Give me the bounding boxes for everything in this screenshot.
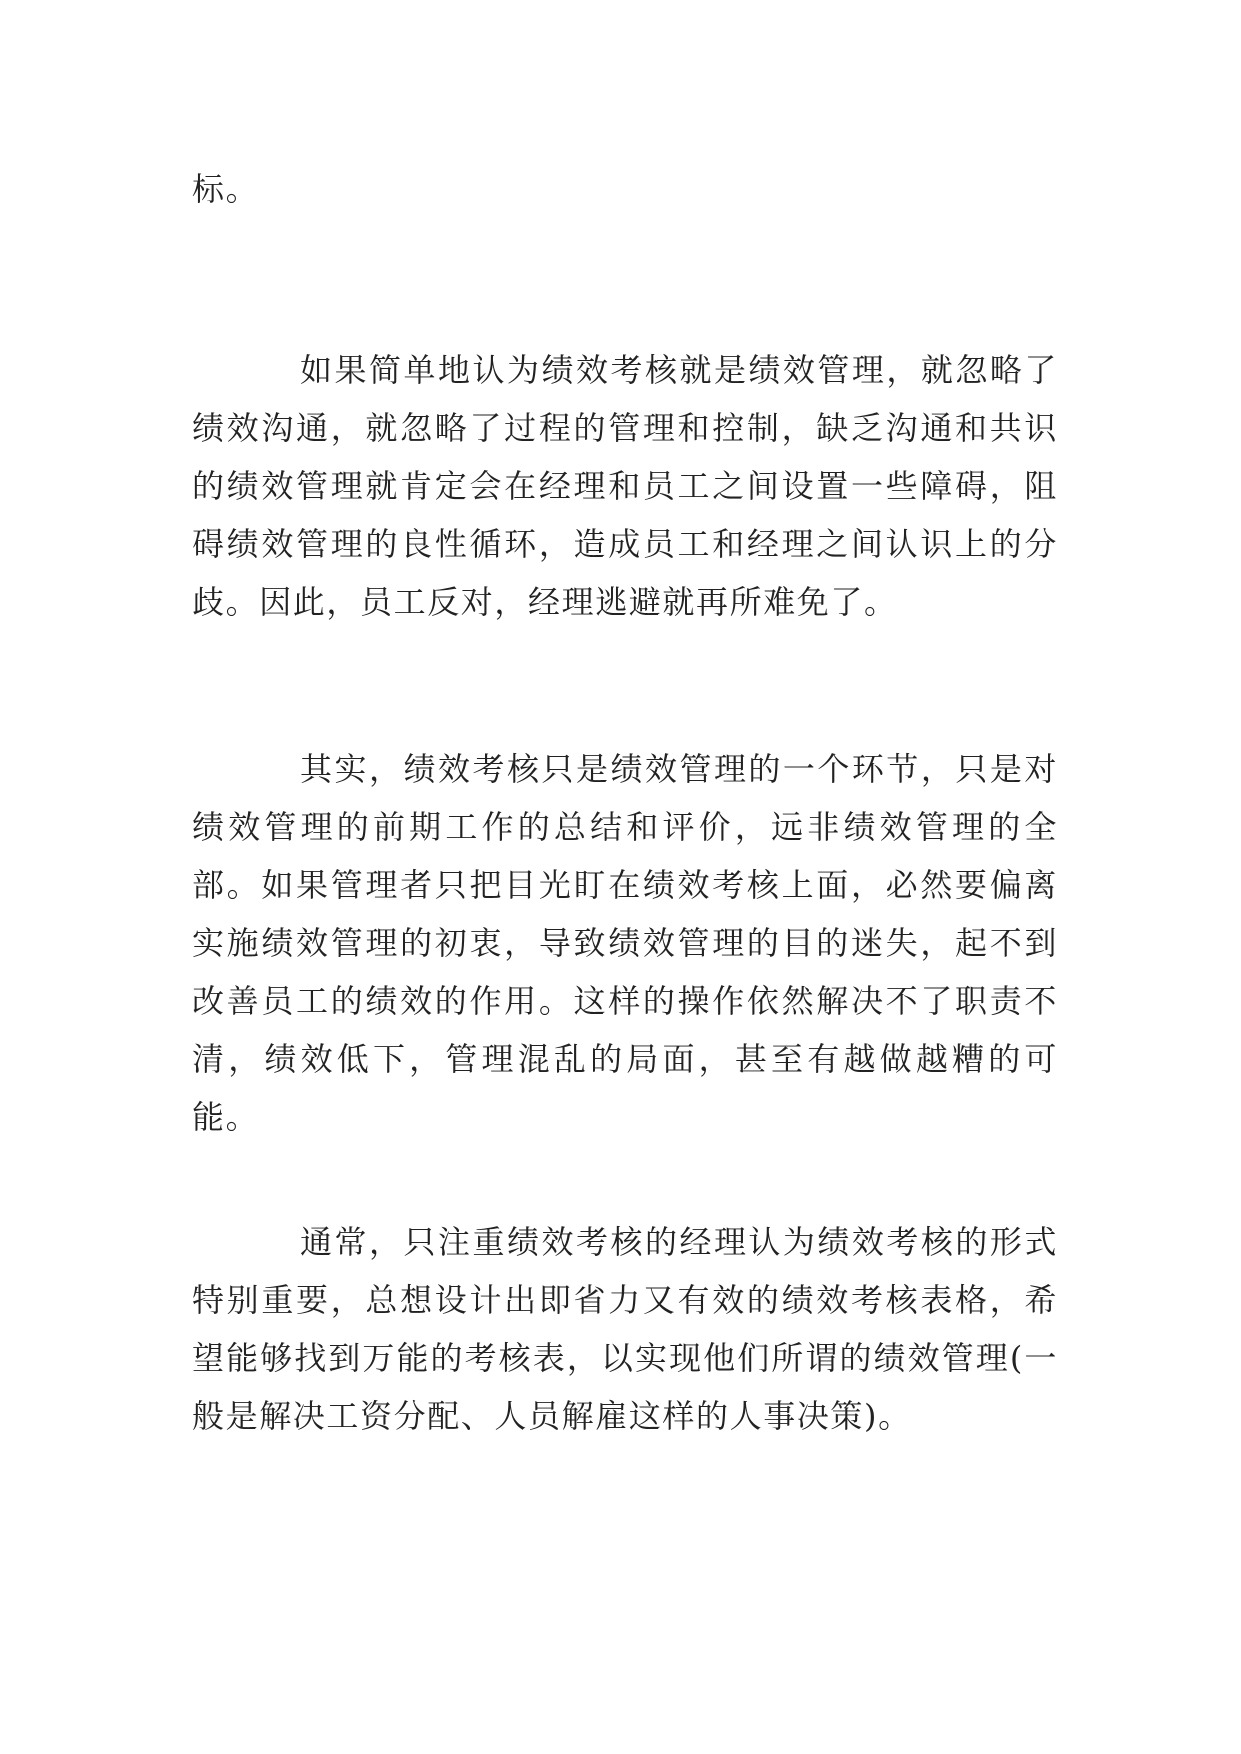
text-fragment: 标。: [192, 170, 260, 208]
paragraph-1: 如果简单地认为绩效考核就是绩效管理，就忽略了绩效沟通，就忽略了过程的管理和控制，缺乏沟通和共识的绩效管理就肯定会在经理和员工之间设置一些障碍，阻碍绩效管理的良性循环，造成员工和经理之间认识上的分歧。因此，员工反对，经理逃避就再所难免了。: [192, 351, 1058, 621]
paragraph-3: 通常，只注重绩效考核的经理认为绩效考核的形式特别重要，总想设计出即省力又有效的绩效考核表格，希望能够找到万能的考核表，以实现他们所谓的绩效管理(一般是解决工资分配、人员解雇这样的人事决策)。: [192, 1223, 1058, 1435]
paragraph-2: 其实，绩效考核只是绩效管理的一个环节，只是对绩效管理的前期工作的总结和评价，远非绩效管理的全部。如果管理者只把目光盯在绩效考核上面，必然要偏离实施绩效管理的初衷，导致绩效管理的目的迷失，起不到改善员工的绩效的作用。这样的操作依然解决不了职责不清，绩效低下，管理混乱的局面，甚至有越做越糟的可能。: [192, 750, 1058, 1136]
